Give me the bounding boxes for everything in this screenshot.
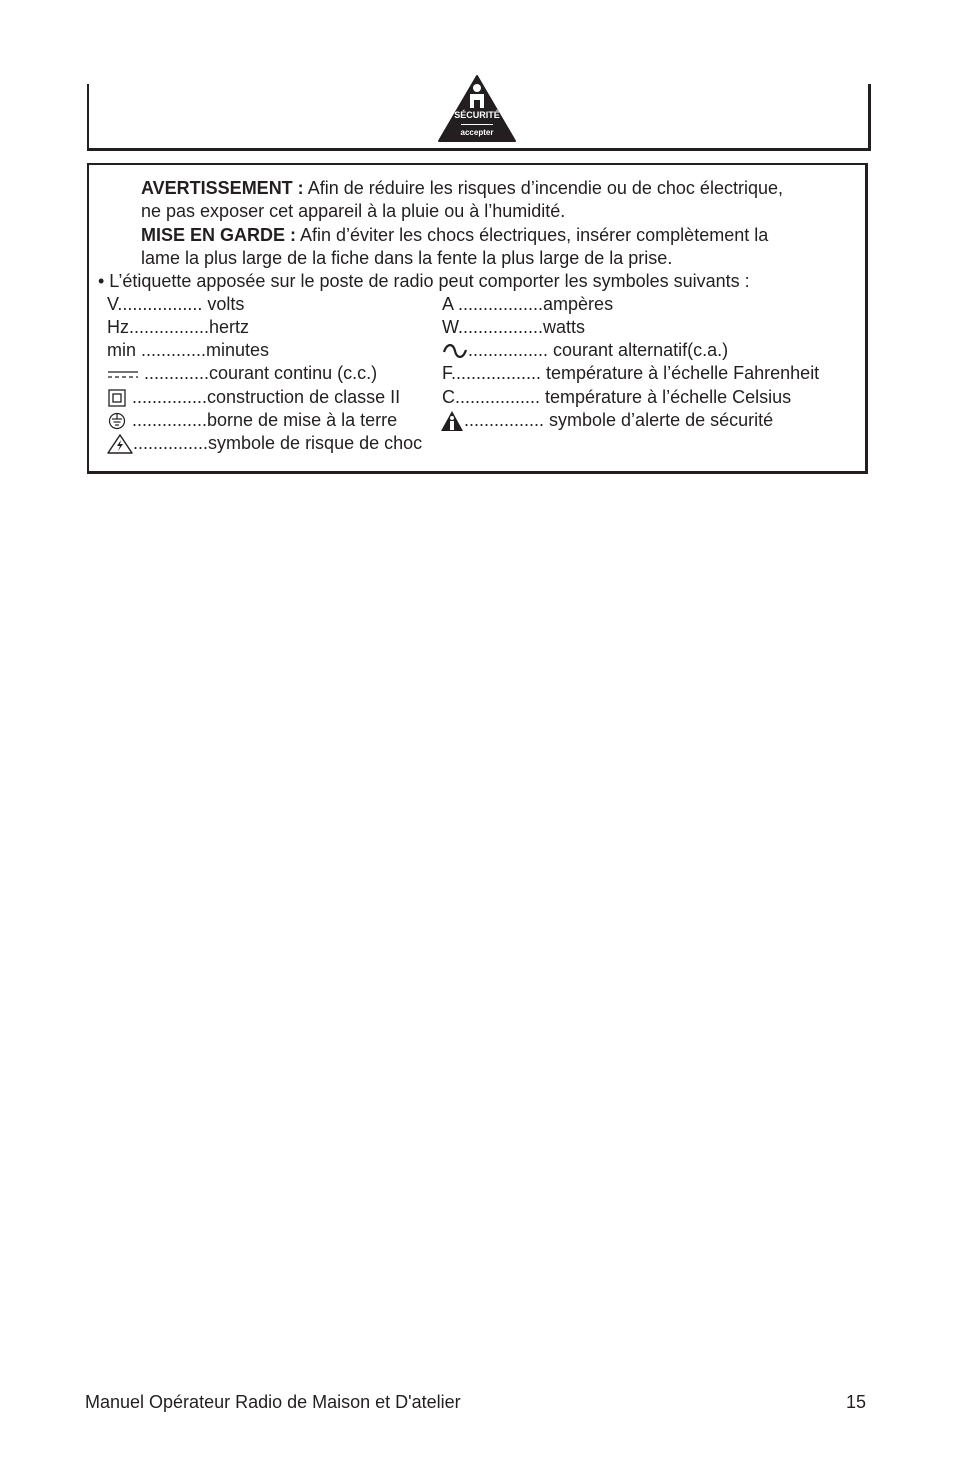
symbol-lead: V.................	[107, 294, 203, 314]
symbol-meaning: ampères	[543, 294, 614, 314]
avertissement-label: AVERTISSEMENT :	[141, 178, 304, 198]
symbol-lead: C.................	[442, 387, 541, 407]
logo-text-accepter: accepter	[460, 128, 494, 137]
symbol-lead: ...............	[127, 387, 208, 407]
mise-en-garde-label: MISE EN GARDE :	[141, 225, 297, 245]
symbol-row-dc	[107, 362, 377, 385]
symbol-meaning: température à l’échelle Celsius	[540, 387, 792, 407]
symbol-lead: ...............	[133, 433, 209, 453]
symbol-row-ac	[442, 339, 728, 362]
symbol-lead: Hz................	[107, 317, 210, 337]
symbol-meaning: watts	[543, 317, 586, 337]
mise-en-garde-line-2: lame la plus large de la fiche dans la fente la plus large de la prise.	[141, 248, 673, 268]
avertissement-line-1	[141, 177, 783, 200]
footer-manual-title: Manuel Opérateur Radio de Maison et D'atelier	[85, 1392, 461, 1412]
safety-alert-icon	[440, 410, 464, 432]
page-number: 15	[846, 1392, 867, 1412]
symbol-meaning: symbole d’alerte de sécurité	[544, 410, 774, 430]
symbol-meaning: courant continu (c.c.)	[209, 363, 378, 383]
symbol-lead: min .............	[107, 340, 207, 360]
dc-icon	[107, 368, 139, 380]
symbol-row-minutes	[107, 339, 269, 362]
symbol-meaning: température à l’échelle Fahrenheit	[541, 363, 820, 383]
symbol-row-fahrenheit	[442, 362, 819, 385]
symbol-meaning: minutes	[206, 340, 270, 360]
logo-text-securite: SÉCURITÉ	[454, 110, 500, 120]
symbol-row-class-ii	[107, 386, 400, 409]
symbol-meaning: volts	[202, 294, 245, 314]
symbol-row-watts	[442, 316, 585, 339]
symbol-meaning: construction de classe II	[207, 387, 401, 407]
symbol-lead: F..................	[442, 363, 542, 383]
symbols-intro-bullet: • L’étiquette apposée sur le poste de radio peut comporter les symboles suivants :	[98, 271, 750, 291]
shock-hazard-icon	[107, 434, 133, 454]
symbol-lead: A .................	[442, 294, 544, 314]
symbol-row-earth	[107, 409, 397, 432]
symbol-row-amperes	[442, 293, 613, 316]
earth-ground-icon	[107, 412, 127, 430]
ac-icon	[442, 343, 468, 359]
symbol-meaning: symbole de risque de choc	[208, 433, 423, 453]
symbol-row-safety-alert	[440, 409, 773, 432]
symbol-row-volts	[107, 293, 244, 316]
symbol-lead: ...............	[127, 410, 208, 430]
symbol-row-hertz	[107, 316, 249, 339]
symbol-lead: ................	[468, 340, 549, 360]
symbol-row-celsius	[442, 386, 791, 409]
safety-logo	[437, 74, 517, 144]
symbol-lead: ................	[464, 410, 545, 430]
symbol-lead: .............	[139, 363, 210, 383]
symbol-meaning: borne de mise à la terre	[207, 410, 398, 430]
symbol-lead: W.................	[442, 317, 544, 337]
class-ii-icon	[107, 389, 127, 407]
mise-en-garde-line-1	[141, 224, 768, 247]
avertissement-line-2: ne pas exposer cet appareil à la pluie ou à l’humidité.	[141, 201, 566, 221]
mise-en-garde-text: Afin d’éviter les chocs électriques, insérer complètement la	[296, 225, 769, 245]
avertissement-text: Afin de réduire les risques d’incendie ou de choc électrique,	[303, 178, 783, 198]
symbol-meaning: hertz	[209, 317, 250, 337]
symbol-row-shock	[107, 432, 422, 455]
symbol-meaning: courant alternatif(c.a.)	[548, 340, 729, 360]
